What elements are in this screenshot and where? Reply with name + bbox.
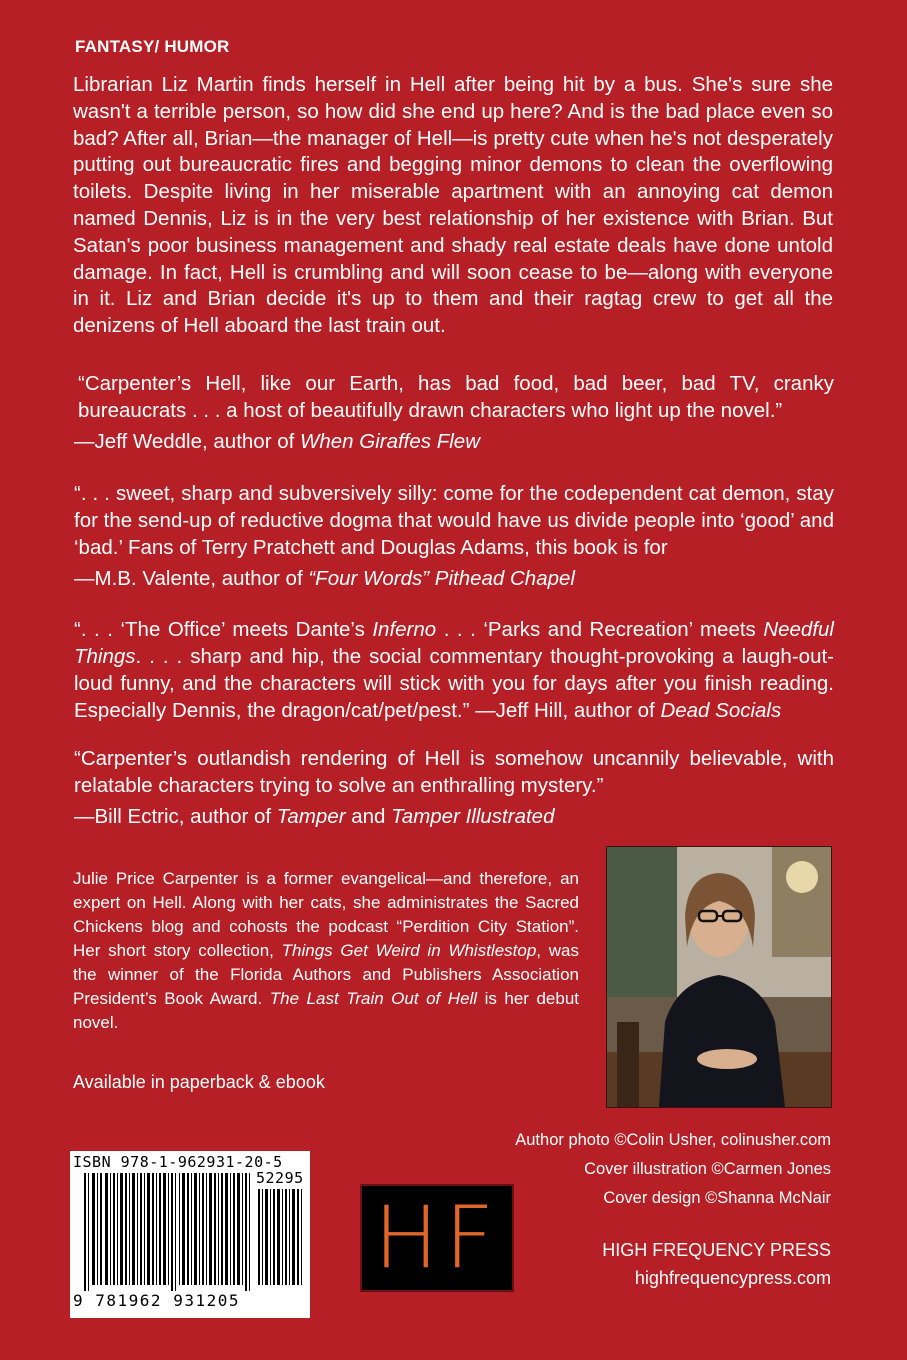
cover-credits (515, 1126, 831, 1213)
publisher-info (602, 1236, 831, 1292)
quote-attribution: —Bill Ectric, author of Tamper and Tamper Illustrated (74, 805, 555, 828)
author-photo (606, 846, 832, 1108)
quote-text: “. . . ‘The Office’ meets Dante’s Inferno . . . ‘Parks and Recreation’ meets Needful Things. . . . sharp and hip, the social commentary thought-provoking a laugh-out-loud funny, and the characters will stick with you for days after you finish reading. Especially Dennis, the dragon/cat/pet/pest.” —Jeff Hill, author of Dead Socials (74, 618, 834, 722)
credit-line: Cover illustration ©Carmen Jones (584, 1160, 831, 1178)
barcode-number: 9 781962 931205 (73, 1291, 240, 1310)
publisher-logo: HF (360, 1184, 514, 1292)
publisher-url[interactable]: highfrequencypress.com (634, 1268, 831, 1288)
publisher-name: HIGH FREQUENCY PRESS (602, 1240, 831, 1260)
author-bio: Julie Price Carpenter is a former evangelical—and therefore, an expert on Hell. Along with her cats, she administrates the Sacred Chickens blog and cohosts the podcast “Perdition City Station”. Her short story collection, Things Get Weird in Whistlestop, was the winner of the Florida Authors and Publishers Association President’s Book Award. The Last Train Out of Hell is her debut novel. (73, 869, 580, 1032)
availability-note: Available in paperback & ebook (73, 1072, 325, 1092)
credit-line: Cover design ©Shanna McNair (603, 1189, 831, 1207)
price-code: 52295 (256, 1169, 304, 1187)
quote-text: “. . . sweet, sharp and subversively silly: come for the codependent cat demon, stay for the send-up of reductive dogma that would have us divide people into ‘good’ and ‘bad.’ Fans of Terry Pratchett and Douglas Adams, this book is for (74, 482, 834, 559)
quote-attribution: —M.B. Valente, author of “Four Words” Pithead Chapel (74, 567, 575, 590)
genre-label: FANTASY/ HUMOR (75, 37, 230, 56)
review-quote-4 (74, 745, 834, 830)
quote-text: “Carpenter’s outlandish rendering of Hell is somehow uncannily believable, with relatable characters trying to solve an enthralling mystery.” (74, 747, 834, 797)
isbn-barcode (70, 1151, 310, 1318)
credit-line: Author photo ©Colin Usher, colinusher.com (515, 1131, 831, 1149)
isbn-label: ISBN 978-1-962931-20-5 (73, 1153, 283, 1171)
review-quote-1 (74, 370, 834, 455)
review-quote-3 (74, 616, 834, 724)
quote-attribution: —Jeff Weddle, author of When Giraffes Flew (74, 430, 481, 453)
review-quote-2 (74, 480, 834, 592)
book-blurb: Librarian Liz Martin finds herself in Hell after being hit by a bus. She's sure she wasn't a terrible person, so how did she end up here? And is the bad place even so bad? After all, Brian—the manager of Hell—is pretty cute when he's not desperately putting out bureaucratic fires and begging minor demons to clean the overflowing toilets. Despite living in her miserable apartment with an annoying cat demon named Dennis, Liz is in the very best relationship of her existence with Brian. But Satan's poor business management and shady real estate deals have done untold damage. In fact, Hell is crumbling and will soon cease to be—along with everyone in it. Liz and Brian decide it's up to them and their ragtag crew to get all the denizens of Hell aboard the last train out. (73, 73, 833, 338)
quote-text: “Carpenter’s Hell, like our Earth, has bad food, bad beer, bad TV, cranky bureaucrats . . . a host of beautifully drawn characters who light up the novel.” (78, 372, 834, 422)
